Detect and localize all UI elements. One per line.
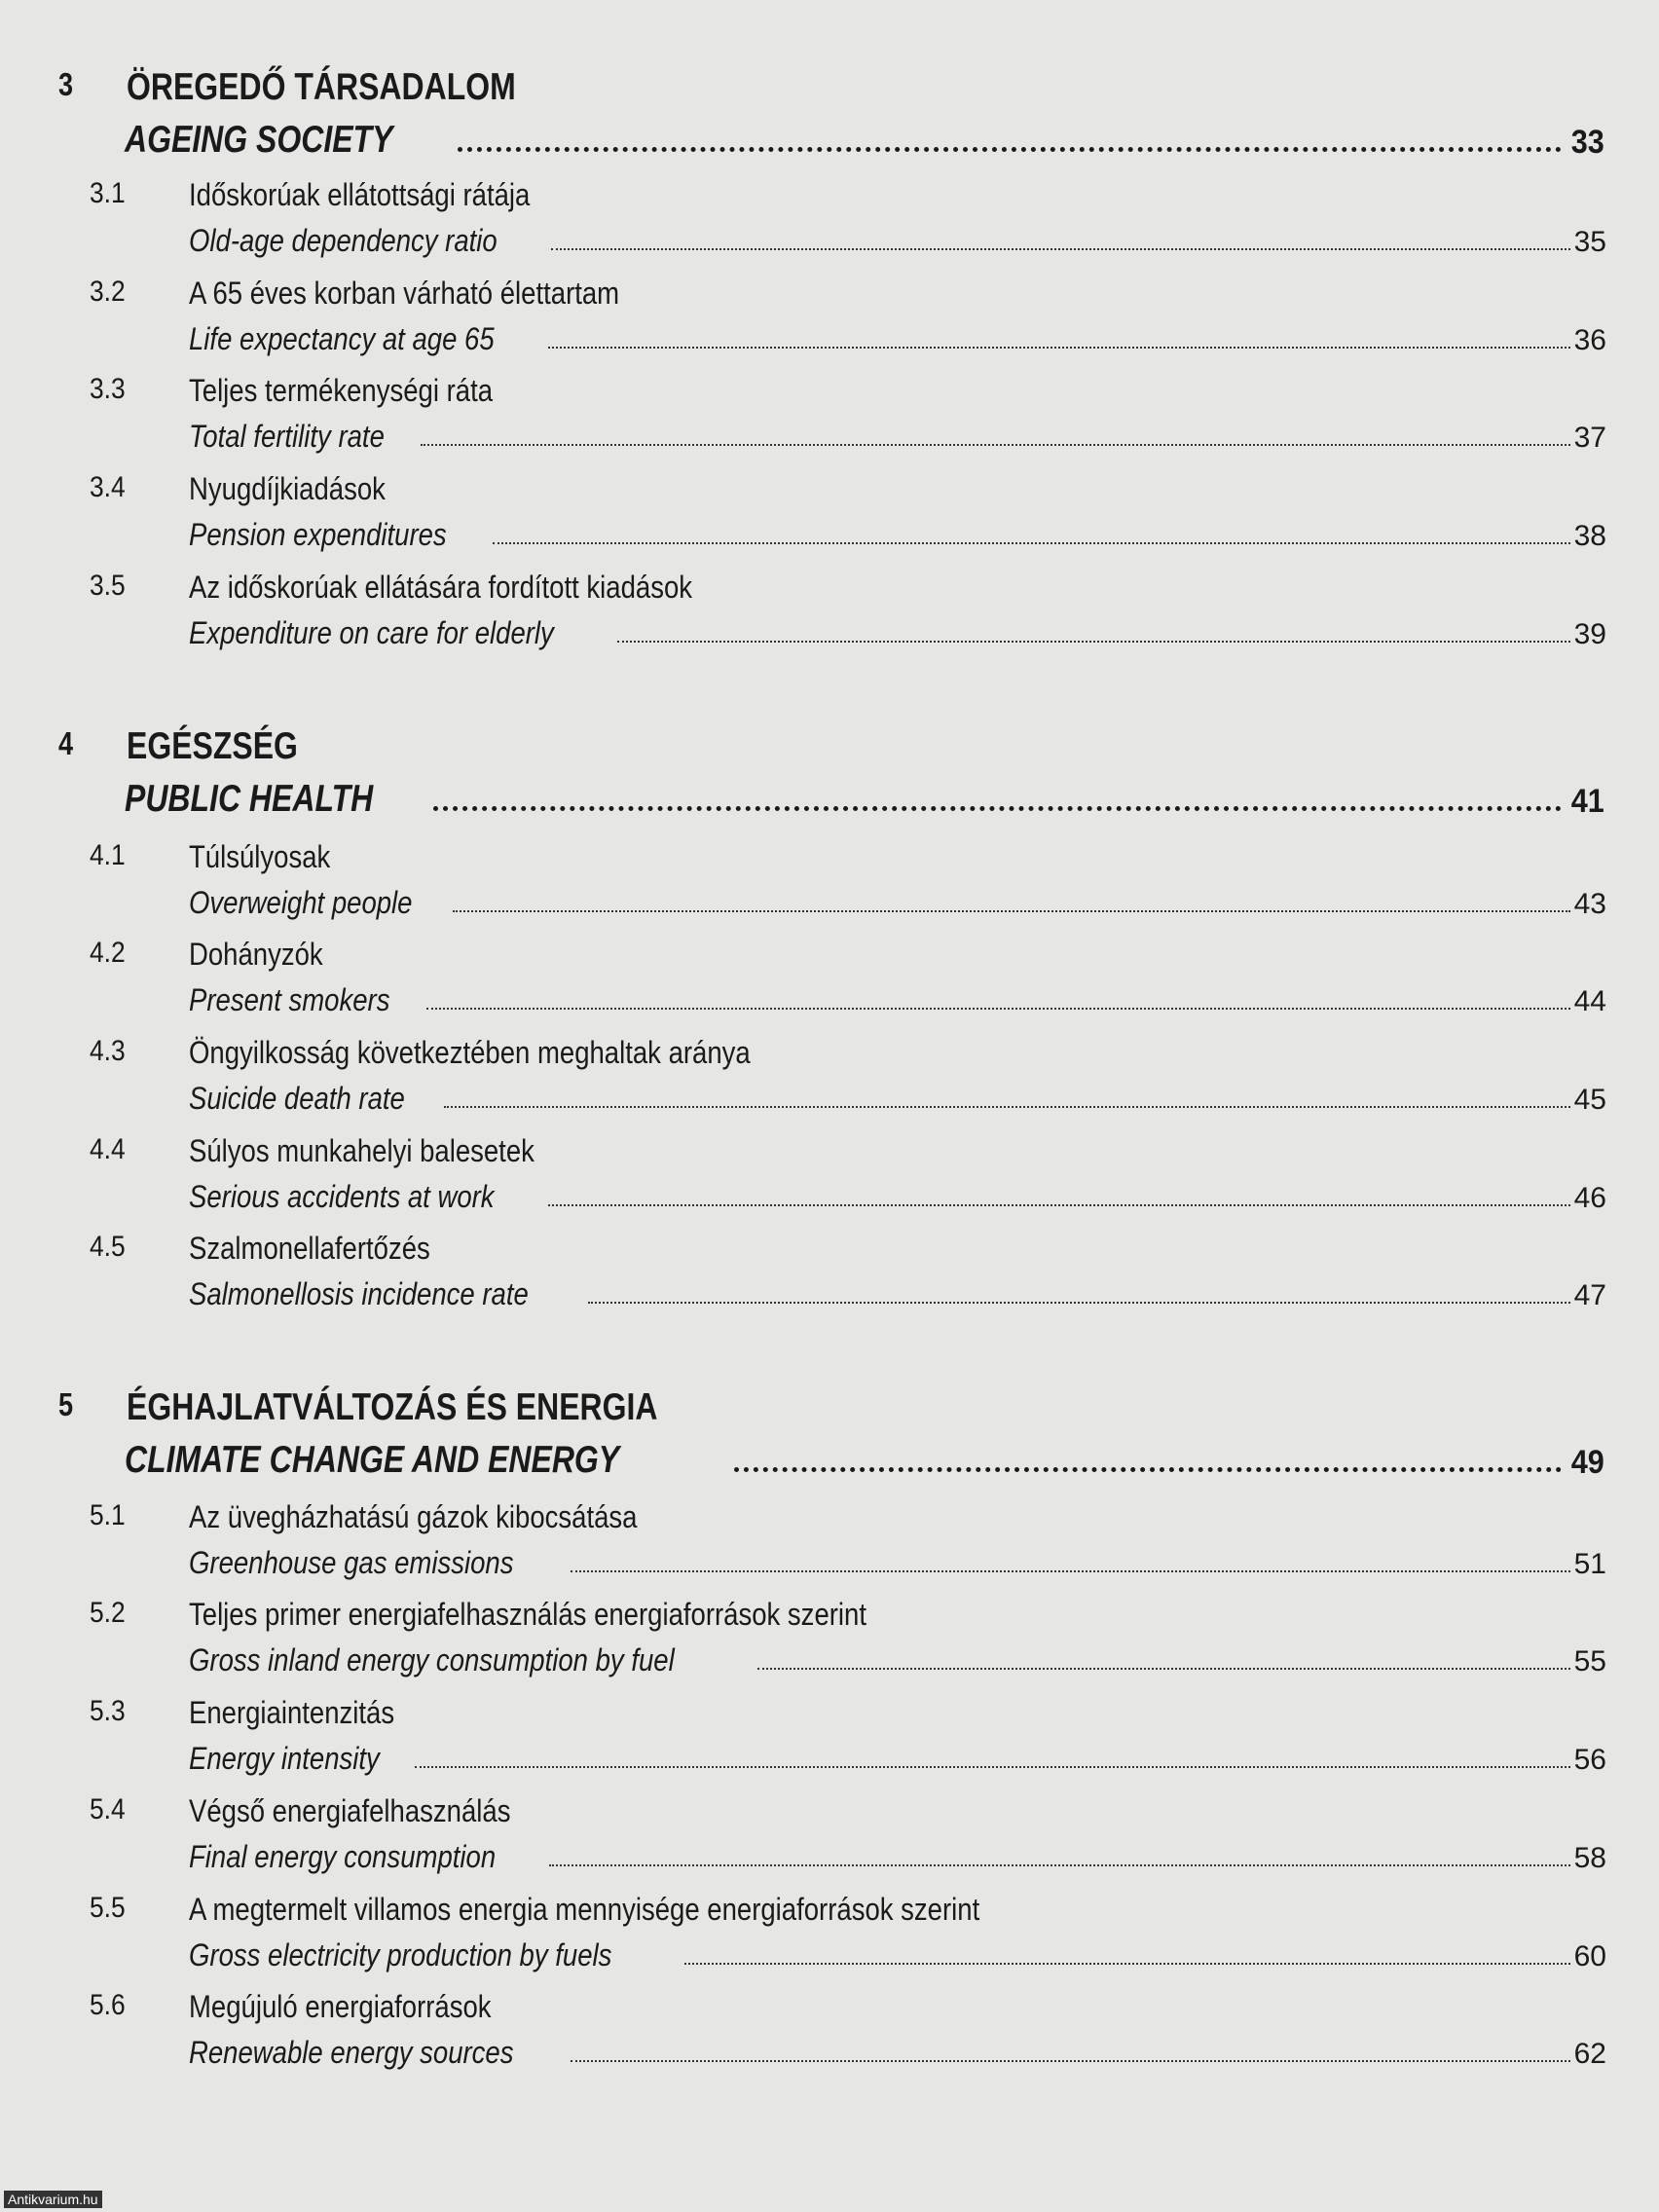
entry-page-number: 38 xyxy=(1573,520,1606,552)
entry-number: 5.6 xyxy=(90,1989,126,2021)
dot-leader xyxy=(493,542,1570,544)
entry-title-en: Gross electricity production by fuels xyxy=(189,1937,612,1972)
entry-page-number: 47 xyxy=(1573,1279,1606,1311)
entry-title-hu: A megtermelt villamos energia mennyisége energiaforrások szerint xyxy=(189,1892,980,1927)
entry-number: 4.5 xyxy=(90,1231,126,1263)
entry-title-hu: Súlyos munkahelyi balesetek xyxy=(189,1133,535,1168)
entry-page-number: 44 xyxy=(1573,985,1606,1017)
entry-title-hu: Teljes primer energiafelhasználás energiaforrások szerint xyxy=(189,1597,866,1632)
entry-number: 4.1 xyxy=(90,839,126,871)
entry-title-en: Energy intensity xyxy=(189,1741,380,1776)
entry-title-en: Gross inland energy consumption by fuel xyxy=(189,1642,675,1677)
entry-title-en: Renewable energy sources xyxy=(189,2035,514,2070)
dot-leader xyxy=(617,641,1570,643)
entry-number: 4.4 xyxy=(90,1133,126,1165)
entry-page-number: 45 xyxy=(1573,1084,1606,1116)
dot-leader xyxy=(444,1106,1570,1108)
entry-page-number: 60 xyxy=(1573,1940,1606,1972)
toc-entry[interactable] xyxy=(0,373,1659,466)
entry-title-row xyxy=(189,1074,1606,1117)
entry-title-row xyxy=(189,976,1606,1018)
entry-title-row xyxy=(189,1538,1606,1581)
entry-page-number: 43 xyxy=(1573,888,1606,920)
entry-page-number: 36 xyxy=(1573,324,1606,356)
dot-leader xyxy=(684,1963,1570,1965)
entry-page-number: 37 xyxy=(1573,422,1606,454)
entry-number: 3.5 xyxy=(90,570,126,602)
dot-leader xyxy=(757,1668,1570,1670)
chapter-title-en: PUBLIC HEALTH xyxy=(125,778,374,820)
entry-title-row xyxy=(189,510,1606,553)
entry-number: 3.4 xyxy=(90,471,126,503)
dot-leader xyxy=(421,444,1570,446)
entry-number: 4.3 xyxy=(90,1035,126,1067)
entry-title-hu: Energiaintenzitás xyxy=(189,1695,395,1730)
dot-leader xyxy=(571,2060,1570,2062)
dot-leader xyxy=(588,1302,1570,1304)
toc-entry[interactable] xyxy=(0,1035,1659,1128)
toc-entry[interactable] xyxy=(0,570,1659,663)
dot-leader xyxy=(415,1766,1570,1768)
chapter-title-en: AGEING SOCIETY xyxy=(125,119,393,161)
toc-entry[interactable] xyxy=(0,1989,1659,2083)
entry-title-hu: Időskorúak ellátottsági rátája xyxy=(189,177,531,212)
entry-page-number: 58 xyxy=(1573,1842,1606,1874)
entry-title-hu: Végső energiafelhasználás xyxy=(189,1793,511,1828)
entry-page-number: 55 xyxy=(1573,1645,1606,1677)
chapter-number: 5 xyxy=(58,1386,74,1422)
entry-title-hu: Túlsúlyosak xyxy=(189,839,331,874)
dot-leader xyxy=(548,347,1570,349)
entry-title-en: Present smokers xyxy=(189,982,390,1017)
entry-title-row xyxy=(189,412,1606,455)
entry-number: 5.2 xyxy=(90,1597,126,1629)
entry-title-hu: Teljes termékenységi ráta xyxy=(189,373,494,408)
toc-entry[interactable] xyxy=(0,1133,1659,1227)
entry-title-hu: A 65 éves korban várható élettartam xyxy=(189,276,620,311)
dot-leader xyxy=(549,1864,1569,1866)
toc-entry[interactable] xyxy=(0,276,1659,369)
chapter-title-hu: ÉGHAJLATVÁLTOZÁS ÉS ENERGIA xyxy=(127,1386,658,1428)
chapter-number: 3 xyxy=(58,66,74,102)
entry-title-row xyxy=(189,216,1606,259)
dot-leader xyxy=(571,1570,1570,1572)
chapter-title-row[interactable] xyxy=(125,113,1604,162)
entry-page-number: 56 xyxy=(1573,1744,1606,1776)
entry-number: 5.4 xyxy=(90,1793,126,1825)
entry-title-row xyxy=(189,1931,1606,1973)
entry-title-en: Final energy consumption xyxy=(189,1839,497,1874)
entry-number: 5.3 xyxy=(90,1695,126,1727)
entry-title-en: Total fertility rate xyxy=(189,419,385,454)
toc-entry[interactable] xyxy=(0,839,1659,933)
entry-title-en: Salmonellosis incidence rate xyxy=(189,1276,529,1311)
entry-title-en: Old-age dependency ratio xyxy=(189,223,498,258)
entry-title-row xyxy=(189,1270,1606,1312)
entry-page-number: 51 xyxy=(1573,1548,1606,1580)
entry-title-en: Greenhouse gas emissions xyxy=(189,1545,514,1580)
entry-title-row xyxy=(189,2028,1606,2071)
toc-entry[interactable] xyxy=(0,1892,1659,1985)
toc-entry[interactable] xyxy=(0,937,1659,1030)
chapter-title-en: CLIMATE CHANGE AND ENERGY xyxy=(125,1439,620,1481)
entry-title-hu: Nyugdíjkiadások xyxy=(189,471,386,506)
entry-page-number: 46 xyxy=(1573,1182,1606,1214)
toc-entry[interactable] xyxy=(0,1695,1659,1788)
dot-leader xyxy=(734,1467,1562,1472)
toc-entry[interactable] xyxy=(0,1793,1659,1887)
entry-title-row xyxy=(189,1734,1606,1777)
chapter-title-hu: ÖREGEDŐ TÁRSADALOM xyxy=(127,66,516,108)
entry-title-hu: Megújuló energiaforrások xyxy=(189,1989,492,2024)
toc-entry[interactable] xyxy=(0,471,1659,565)
dot-leader xyxy=(551,248,1569,250)
entry-number: 3.1 xyxy=(90,177,126,209)
entry-number: 3.3 xyxy=(90,373,126,405)
chapter-number: 4 xyxy=(58,725,74,761)
entry-title-hu: Dohányzók xyxy=(189,937,323,972)
entry-title-en: Suicide death rate xyxy=(189,1081,405,1116)
entry-number: 3.2 xyxy=(90,276,126,308)
entry-title-row xyxy=(189,1832,1606,1875)
watermark: Antikvarium.hu xyxy=(4,2191,102,2208)
entry-title-hu: Szalmonellafertőzés xyxy=(189,1231,430,1266)
chapter-title-hu: EGÉSZSÉG xyxy=(127,725,298,767)
chapter-title-row[interactable] xyxy=(125,1433,1604,1482)
entry-title-row xyxy=(189,1636,1606,1678)
dot-leader xyxy=(548,1204,1570,1206)
entry-page-number: 39 xyxy=(1573,618,1606,650)
entry-page-number: 35 xyxy=(1573,226,1606,258)
toc-entry[interactable] xyxy=(0,1499,1659,1593)
entry-title-row xyxy=(189,878,1606,921)
entry-title-hu: Öngyilkosság következtében meghaltak aránya xyxy=(189,1035,751,1070)
entry-title-hu: Az üvegházhatású gázok kibocsátása xyxy=(189,1499,638,1534)
dot-leader xyxy=(433,806,1562,811)
entry-title-en: Expenditure on care for elderly xyxy=(189,615,554,650)
entry-title-en: Pension expenditures xyxy=(189,517,447,552)
entry-number: 5.1 xyxy=(90,1499,126,1531)
toc-entry[interactable] xyxy=(0,1231,1659,1324)
entry-title-en: Serious accidents at work xyxy=(189,1179,495,1214)
entry-title-row xyxy=(189,314,1606,357)
chapter-page-number: 49 xyxy=(1570,1444,1604,1481)
toc-entry[interactable] xyxy=(0,1597,1659,1690)
dot-leader xyxy=(458,147,1562,152)
entry-title-hu: Az időskorúak ellátására fordított kiadások xyxy=(189,570,693,605)
dot-leader xyxy=(453,910,1570,912)
chapter-page-number: 41 xyxy=(1570,783,1604,820)
entry-title-row xyxy=(189,1172,1606,1215)
chapter-title-row[interactable] xyxy=(125,772,1604,821)
entry-title-row xyxy=(189,608,1606,651)
entry-title-en: Life expectancy at age 65 xyxy=(189,321,495,356)
toc-entry[interactable] xyxy=(0,177,1659,271)
dot-leader xyxy=(426,1008,1570,1010)
entry-title-en: Overweight people xyxy=(189,885,413,920)
entry-number: 5.5 xyxy=(90,1892,126,1924)
chapter-page-number: 33 xyxy=(1570,124,1604,161)
entry-number: 4.2 xyxy=(90,937,126,969)
entry-page-number: 62 xyxy=(1573,2038,1606,2070)
